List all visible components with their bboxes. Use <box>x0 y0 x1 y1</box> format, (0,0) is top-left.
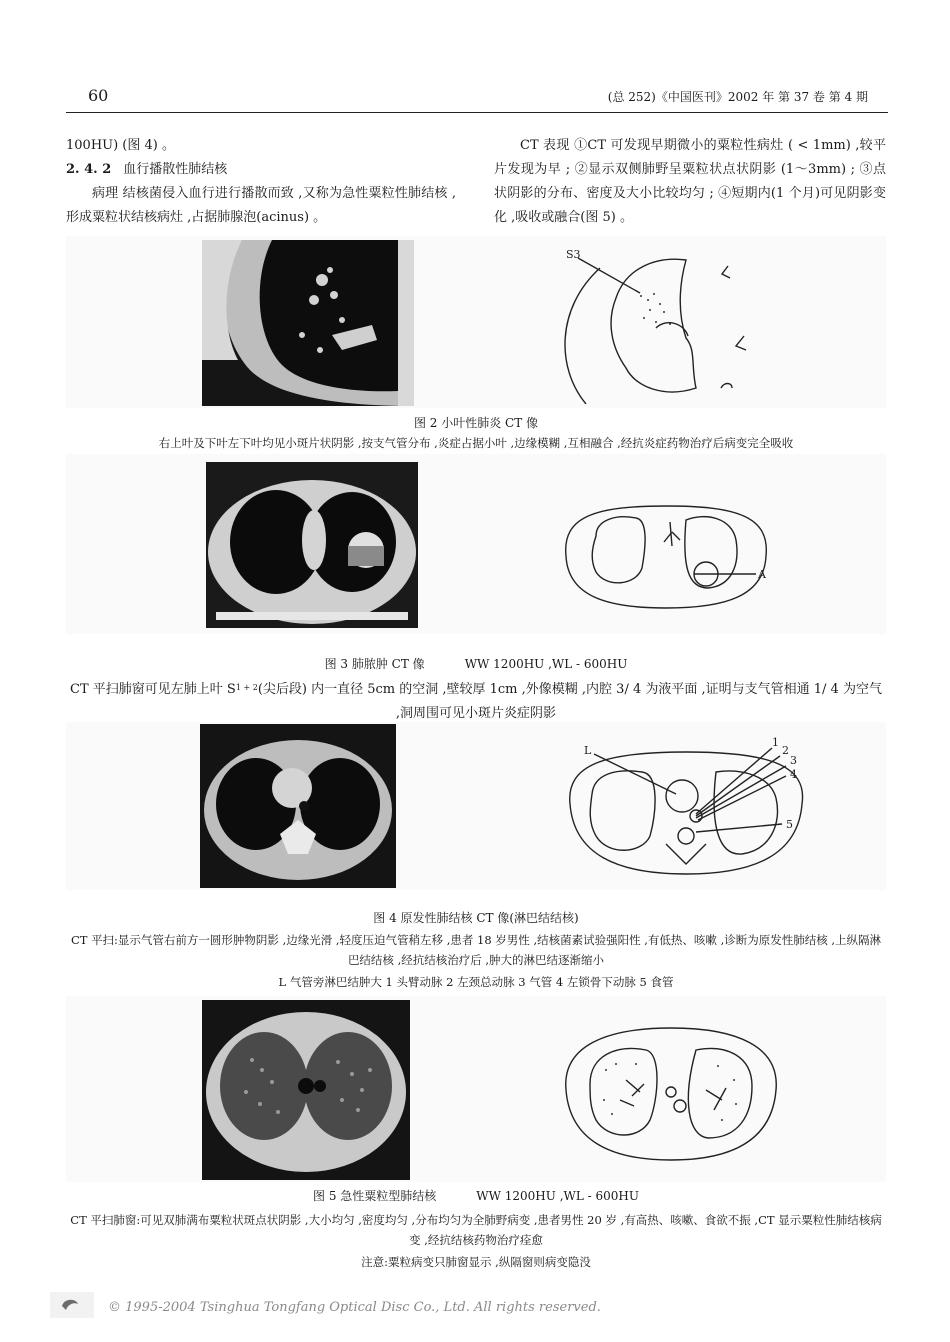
ct-scan-image <box>202 1000 410 1180</box>
figure-2 <box>66 236 886 408</box>
figure-3 <box>66 454 886 634</box>
diagram-label-l: L <box>584 744 592 757</box>
figure-3-description-sup: 1 + 2 <box>235 683 258 692</box>
diagram-label-1: 1 <box>772 736 779 749</box>
figure-5-note: 注意:粟粒病变只肺窗显示 ,纵隔窗则病变隐没 <box>361 1255 591 1269</box>
copyright-footer: © 1995-2004 Tsinghua Tongfang Optical Disc Co., Ltd. All rights reserved. <box>108 1300 601 1315</box>
figure-5-caption <box>66 1186 886 1272</box>
figure-3-params: WW 1200HU ,WL - 600HU <box>464 657 628 671</box>
figure-5-params: WW 1200HU ,WL - 600HU <box>476 1189 639 1203</box>
diagram-label-3: 3 <box>790 754 797 767</box>
line-diagram <box>546 724 826 888</box>
figure-4 <box>66 722 886 890</box>
publisher-logo <box>50 1292 94 1318</box>
figure-3-description-a: CT 平扫肺窗可见左肺上叶 S <box>70 682 236 697</box>
diagram-label-4: 4 <box>790 768 797 781</box>
line-diagram <box>546 238 786 404</box>
ct-findings-paragraph: CT 表现 ①CT 可发现早期微小的粟粒性病灶 ( < 1mm) ,较平片发现为早 ; ②显示双侧肺野呈粟粒状点状阴影 (1～3mm) ; ③点状阴影的分布、密度及大小比较均匀 ; ④短期内(1 个月)可见阴影变化 ,吸收或融合(图 5) 。 <box>494 138 886 225</box>
figure-4-description: CT 平扫:显示气管右前方一圆形肿物阴影 ,边缘光滑 ,轻度压迫气管稍左移 ,患者 18 岁男性 ,结核菌素试验强阳性 ,有低热、咳嗽 ,诊断为原发性肺结核 ,上纵隔淋巴结结核 ,经抗结核治疗后 ,肿大的淋巴结逐渐缩小 <box>70 933 882 967</box>
section-number: 2. 4. 2 <box>66 162 112 177</box>
figure-5-description: CT 平扫肺窗:可见双肺满布粟粒状斑点状阴影 ,大小均匀 ,密度均匀 ,分布均匀为全肺野病变 ,患者男性 20 岁 ,有高热、咳嗽、食欲不振 ,CT 显示粟粒性肺结核病变 ,经抗结核药物治疗痊愈 <box>70 1213 882 1247</box>
diagram-label-s3: S3 <box>566 248 581 261</box>
diagram-label-2: 2 <box>782 744 789 757</box>
figure-4-legend: L 气管旁淋巴结肿大 1 头臂动脉 2 左颈总动脉 3 气管 4 左锁骨下动脉 5 食管 <box>278 975 674 989</box>
line-diagram <box>546 456 786 626</box>
section-heading <box>66 158 456 182</box>
page-number: 60 <box>88 86 109 105</box>
figure-4-caption <box>66 908 886 992</box>
diagram-label-a: A <box>758 568 766 581</box>
figure-5-title-line <box>66 1186 886 1206</box>
figure-3-description-b: (尖后段) 内一直径 5cm 的空洞 ,壁较厚 1cm ,外像模糊 ,内腔 3/ 4 为液平面 ,证明与支气管相通 1/ 4 为空气 ,洞周围可见小斑片炎症阴影 <box>257 682 882 721</box>
body-line: 100HU) (图 4) 。 <box>66 138 175 153</box>
figure-3-title: 图 3 肺脓肿 CT 像 <box>324 657 425 671</box>
ct-scan-image <box>206 462 418 628</box>
figure-3-title-line <box>66 654 886 674</box>
header-rule <box>66 112 888 113</box>
ct-scan-image <box>202 240 414 406</box>
figure-5-title: 图 5 急性粟粒型肺结核 <box>313 1189 437 1203</box>
diagram-label-5: 5 <box>786 818 793 831</box>
figure-2-description: 右上叶及下叶左下叶均见小斑片状阴影 ,按支气管分布 ,炎症占据小叶 ,边缘模糊 ,互相融合 ,经抗炎症药物治疗后病变完全吸收 <box>158 436 794 450</box>
figure-3-description <box>66 678 886 726</box>
right-column <box>494 134 886 230</box>
figure-2-title: 图 2 小叶性肺炎 CT 像 <box>413 416 539 430</box>
pathology-paragraph: 病理 结核菌侵入血行进行播散而致 ,又称为急性粟粒性肺结核 ,形成粟粒状结核病灶 ,占据肺腺泡(acinus) 。 <box>66 186 456 225</box>
figure-3-caption <box>66 654 886 726</box>
journal-header: (总 252)《中国医刊》2002 年 第 37 卷 第 4 期 <box>607 90 868 104</box>
ct-scan-image <box>200 724 396 888</box>
line-diagram <box>546 1000 796 1180</box>
figure-2-caption <box>66 413 886 453</box>
figure-5 <box>66 996 886 1182</box>
figure-4-title: 图 4 原发性肺结核 CT 像(淋巴结结核) <box>373 911 579 925</box>
section-title: 血行播散性肺结核 <box>123 162 228 177</box>
left-column <box>66 134 456 230</box>
